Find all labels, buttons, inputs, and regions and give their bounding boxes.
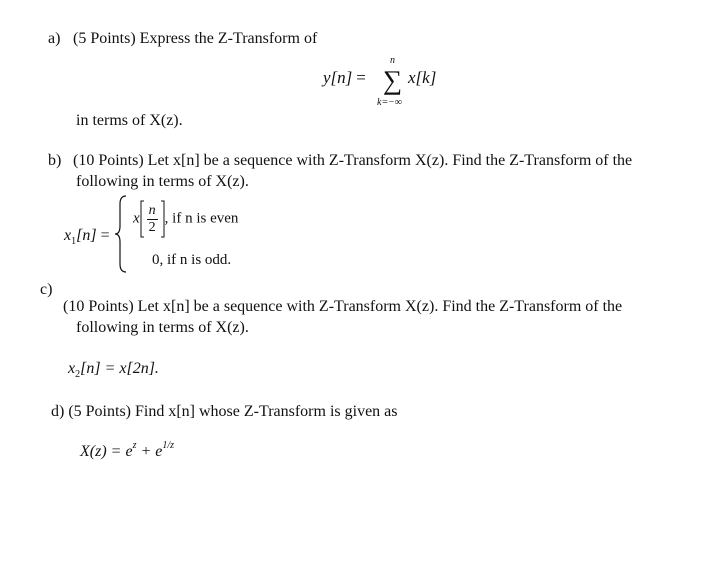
part-b-label: b)	[48, 152, 62, 169]
part-a-summand: x[k]	[408, 68, 437, 87]
part-b-fraction	[147, 203, 158, 236]
part-b-case1-cond: , if n is even	[164, 210, 239, 227]
part-a-equation	[323, 68, 366, 88]
part-a-eq-sign: =	[356, 68, 366, 87]
part-b-line1: (10 Points) Let x[n] be a sequence with Z-Transform X(z). Find the Z-Transform of the	[73, 152, 633, 169]
part-b-frac-num: n	[148, 202, 156, 218]
part-c-label: c)	[40, 281, 53, 298]
part-a-tail: in terms of X(z).	[76, 112, 183, 129]
part-a-label: a)	[48, 30, 61, 47]
part-b-left-brace	[114, 194, 128, 274]
part-b-eq-sign: =	[100, 227, 110, 244]
part-a-sum-upper: n	[390, 55, 395, 66]
part-b-frac-den: 2	[148, 219, 156, 235]
part-c-line2: following in terms of X(z).	[76, 319, 249, 336]
part-a-sum-lower: k=−∞	[377, 97, 403, 108]
part-d-text: (5 Points) Find x[n] whose Z-Transform is given as	[68, 403, 398, 420]
part-a-sum-sign: ∑	[383, 65, 403, 95]
part-a-points: (5 Points)	[73, 30, 136, 47]
part-a-eq-lhs: y[n]	[323, 68, 353, 87]
part-d-label: d)	[51, 403, 65, 420]
part-b-lhs-arg: [n]	[76, 227, 97, 244]
part-c-equation	[68, 360, 159, 380]
part-d-plus: + e	[136, 443, 163, 460]
part-d-equation	[80, 440, 175, 461]
part-d-eq-lhs: X(z) = e	[80, 443, 133, 460]
part-b-case1-x: x	[133, 210, 140, 227]
part-b-case2: 0, if n is odd.	[152, 252, 232, 268]
part-b-lhs	[64, 227, 110, 247]
part-b-line2: following in terms of X(z).	[76, 173, 249, 190]
part-a-question	[73, 30, 317, 48]
part-b-lhs-x: x	[64, 227, 72, 244]
part-c-lhs-x: x	[68, 360, 76, 377]
part-a-prompt: Express the Z-Transform of	[139, 30, 318, 47]
part-b-lhs-sub: 1	[71, 236, 77, 248]
part-d-question	[51, 403, 398, 421]
part-c-lhs-sub: 2	[75, 369, 81, 381]
part-d-exp1: z	[132, 440, 137, 451]
part-b-case1	[133, 200, 238, 238]
part-b-bracket-left	[140, 200, 145, 238]
part-d-exp2: 1/z	[162, 440, 175, 451]
part-c-rest: [n] = x[2n].	[80, 360, 159, 377]
part-c-line1: (10 Points) Let x[n] be a sequence with Z-Transform X(z). Find the Z-Transform of the	[63, 298, 623, 315]
